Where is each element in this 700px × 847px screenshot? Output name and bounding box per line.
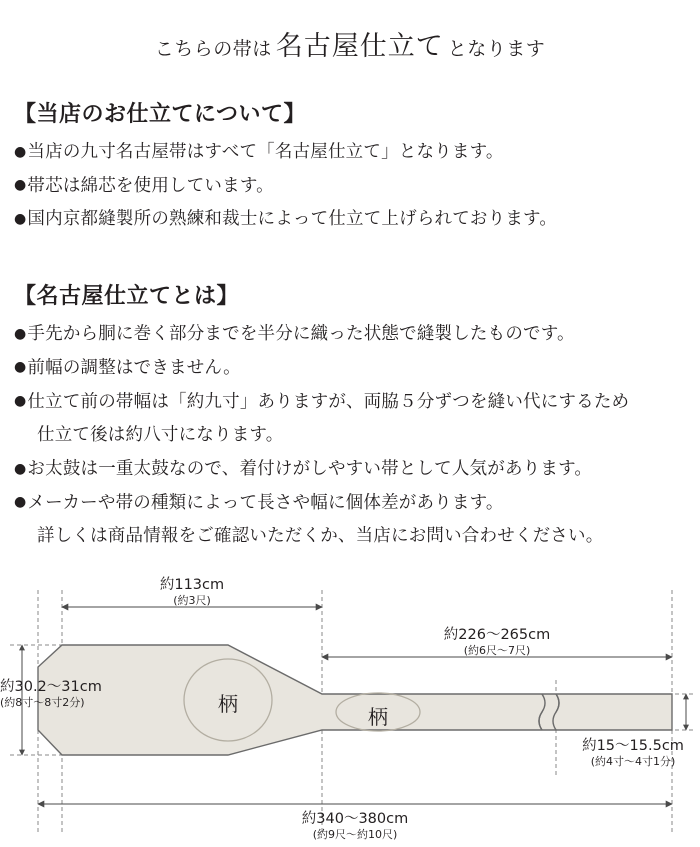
bullet-dot-icon: ● <box>14 210 27 227</box>
label-right-width: 約15〜15.5cm (約4寸〜4寸1分) <box>582 738 684 769</box>
document-body <box>0 97 700 550</box>
label-top-length: 約113cm (約3尺) <box>159 577 225 608</box>
bullet-text: お太鼓は一重太鼓なので、着付けがしやすい帯として人気があります。 <box>27 459 593 480</box>
bullet-text: 帯芯は綿芯を使用しています。 <box>27 175 274 196</box>
bullet-dot-icon: ● <box>14 325 27 342</box>
section-1-bullet-2 <box>14 174 686 200</box>
bullet-text: 前幅の調整はできません。 <box>27 357 241 378</box>
pattern-label-small: 柄 <box>368 705 388 730</box>
section-2-bullet-2 <box>14 356 686 382</box>
section-2-bullet-1 <box>14 322 686 348</box>
page-title <box>0 0 700 73</box>
page-title-prefix: こちらの帯は <box>154 38 272 60</box>
bullet-dot-icon: ● <box>14 460 27 477</box>
section-1-heading: 【当店のお仕立てについて】 <box>14 101 307 127</box>
bullet-text: 手先から胴に巻く部分までを半分に織った状態で縫製したものです。 <box>27 324 575 345</box>
label-right-length: 約226〜265cm (約6尺〜7尺) <box>443 627 551 658</box>
bullet-dot-icon: ● <box>14 143 27 160</box>
section-2-bullet-5 <box>14 491 686 517</box>
bullet-dot-icon: ● <box>14 177 27 194</box>
page-title-emphasis: 名古屋仕立て <box>275 31 444 62</box>
section-2-bullet-3-continued: 仕立て後は約八寸になります。 <box>37 425 284 446</box>
section-2-bullet-4 <box>14 457 686 483</box>
bullet-dot-icon: ● <box>14 359 27 376</box>
bullet-text: 国内京都縫製所の熟練和裁士によって仕立て上げられております。 <box>27 209 558 230</box>
page-title-suffix: となります <box>447 38 546 60</box>
bullet-dot-icon: ● <box>14 494 27 511</box>
obi-dimension-diagram <box>0 572 700 847</box>
section-1-bullet-1 <box>14 140 686 166</box>
label-total-length: 約340〜380cm (約9尺〜約10尺) <box>301 811 409 842</box>
bullet-text: 当店の九寸名古屋帯はすべて「名古屋仕立て」となります。 <box>27 142 504 162</box>
bullet-text: 仕立て前の帯幅は「約九寸」ありますが、両脇５分ずつを縫い代にするため <box>27 391 630 412</box>
bullet-dot-icon: ● <box>14 393 27 410</box>
section-2-heading: 【名古屋仕立てとは】 <box>14 283 240 310</box>
bullet-text: メーカーや帯の種類によって長さや幅に個体差があります。 <box>27 492 504 513</box>
section-1-bullet-3 <box>14 207 686 233</box>
section-2-bullet-3 <box>14 390 686 416</box>
pattern-label-large: 柄 <box>218 692 238 717</box>
label-left-width: 約30.2〜31cm (約8寸〜8寸2分) <box>0 679 102 710</box>
section-2-bullet-5-continued: 詳しくは商品情報をご確認いただくか、当店にお問い合わせください。 <box>37 526 604 547</box>
